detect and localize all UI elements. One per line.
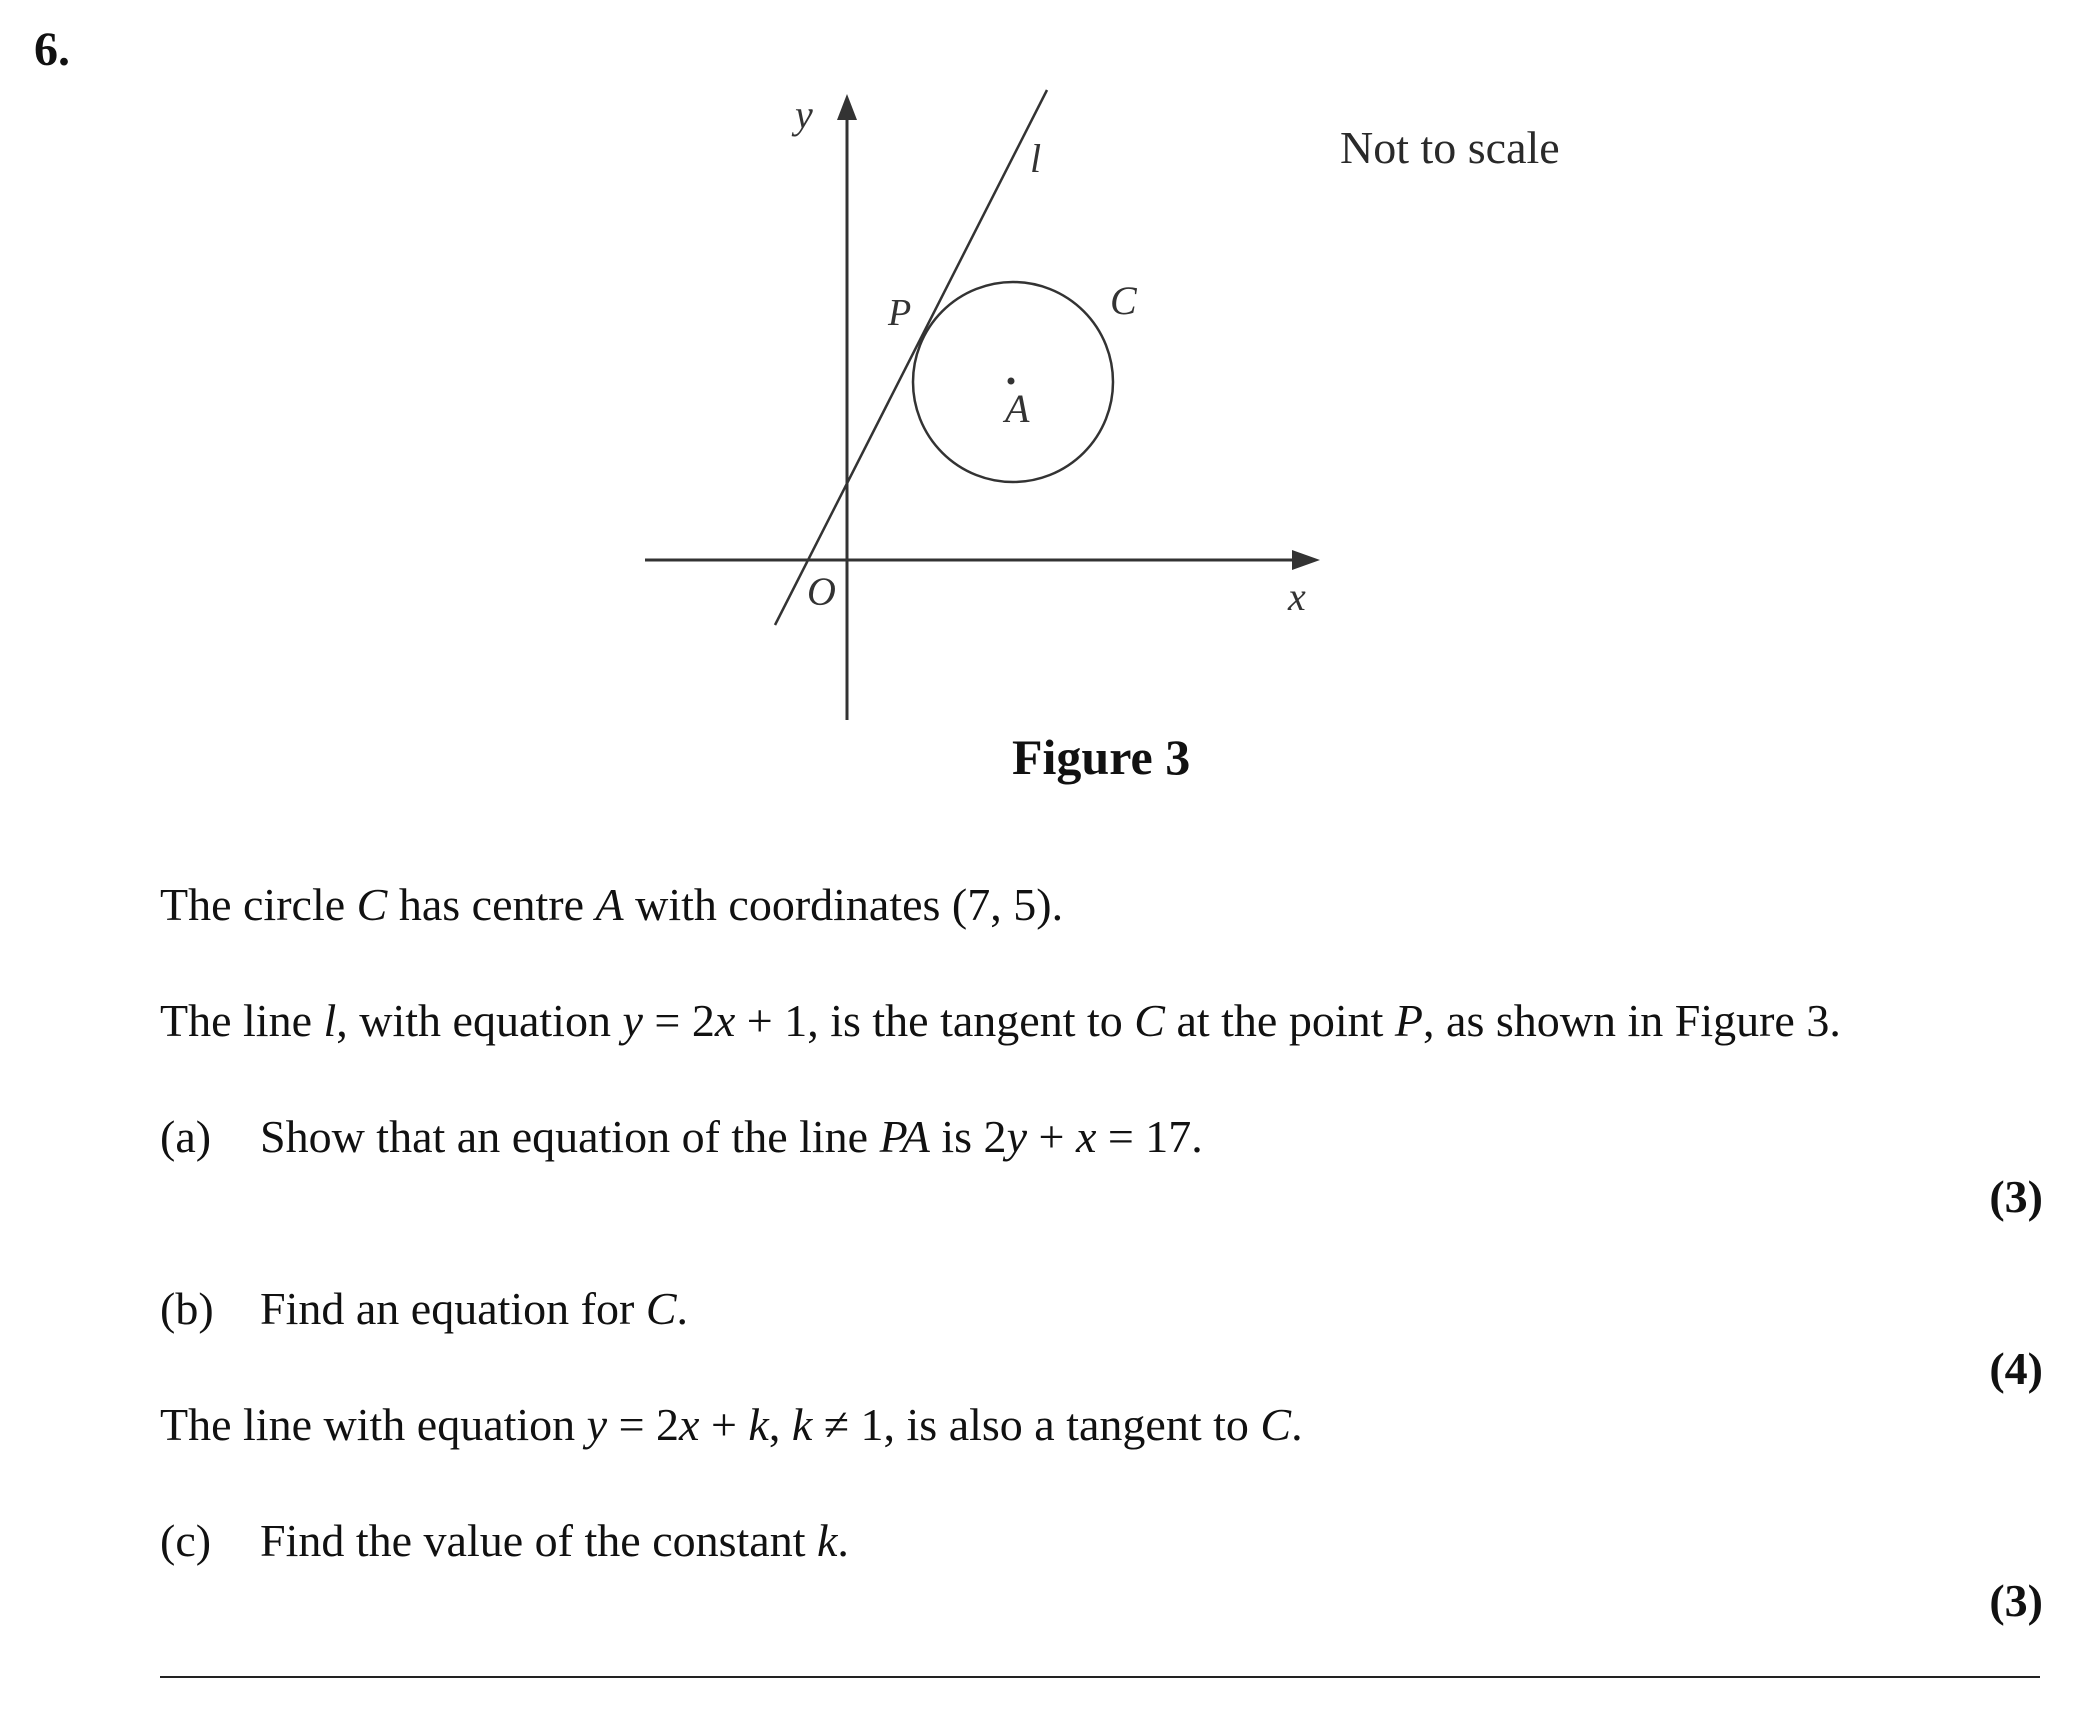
x-axis-arrow [1292, 550, 1320, 570]
not-to-scale-note: Not to scale [1340, 122, 1560, 173]
paragraph-circle-centre: The circle C has centre A with coordinates (7, 5). [160, 879, 1064, 930]
part-b-label: (b) [160, 1283, 214, 1334]
paragraph-second-tangent: The line with equation y = 2x + k, k ≠ 1, is also a tangent to C. [160, 1399, 1303, 1450]
tangent-line-l [775, 90, 1047, 625]
part-a-marks: (3) [1989, 1171, 2043, 1222]
part-c-marks: (3) [1989, 1575, 2043, 1626]
part-a-label: (a) [160, 1111, 212, 1162]
y-axis-label: y [795, 92, 813, 137]
point-p-label: P [888, 292, 912, 334]
line-l-label: l [1030, 136, 1042, 181]
diagram-svg [620, 80, 1620, 730]
part-b-marks: (4) [1989, 1343, 2043, 1394]
question-number: 6. [34, 23, 70, 76]
question-part-b: (b) Find an equation for C. [160, 1283, 688, 1334]
x-axis-label: x [1288, 574, 1306, 619]
figure-caption: Figure 3 [1012, 729, 1191, 785]
origin-label: O [807, 569, 836, 614]
paragraph-tangent-line: The line l, with equation y = 2x + 1, is the tangent to C at the point P, as shown in Figure 3. [160, 995, 1841, 1046]
centre-point-a [1008, 378, 1015, 385]
centre-a-label: A [1005, 386, 1030, 431]
part-c-label: (c) [160, 1515, 212, 1566]
end-of-question-rule [160, 1676, 2040, 1678]
question-part-a: (a) Show that an equation of the line PA is 2y + x = 17. [160, 1111, 1203, 1162]
question-part-c: (c) Find the value of the constant k. [160, 1515, 849, 1566]
circle-c-label: C [1110, 278, 1137, 323]
y-axis-arrow [837, 94, 857, 120]
figure-3-diagram [620, 80, 1620, 730]
